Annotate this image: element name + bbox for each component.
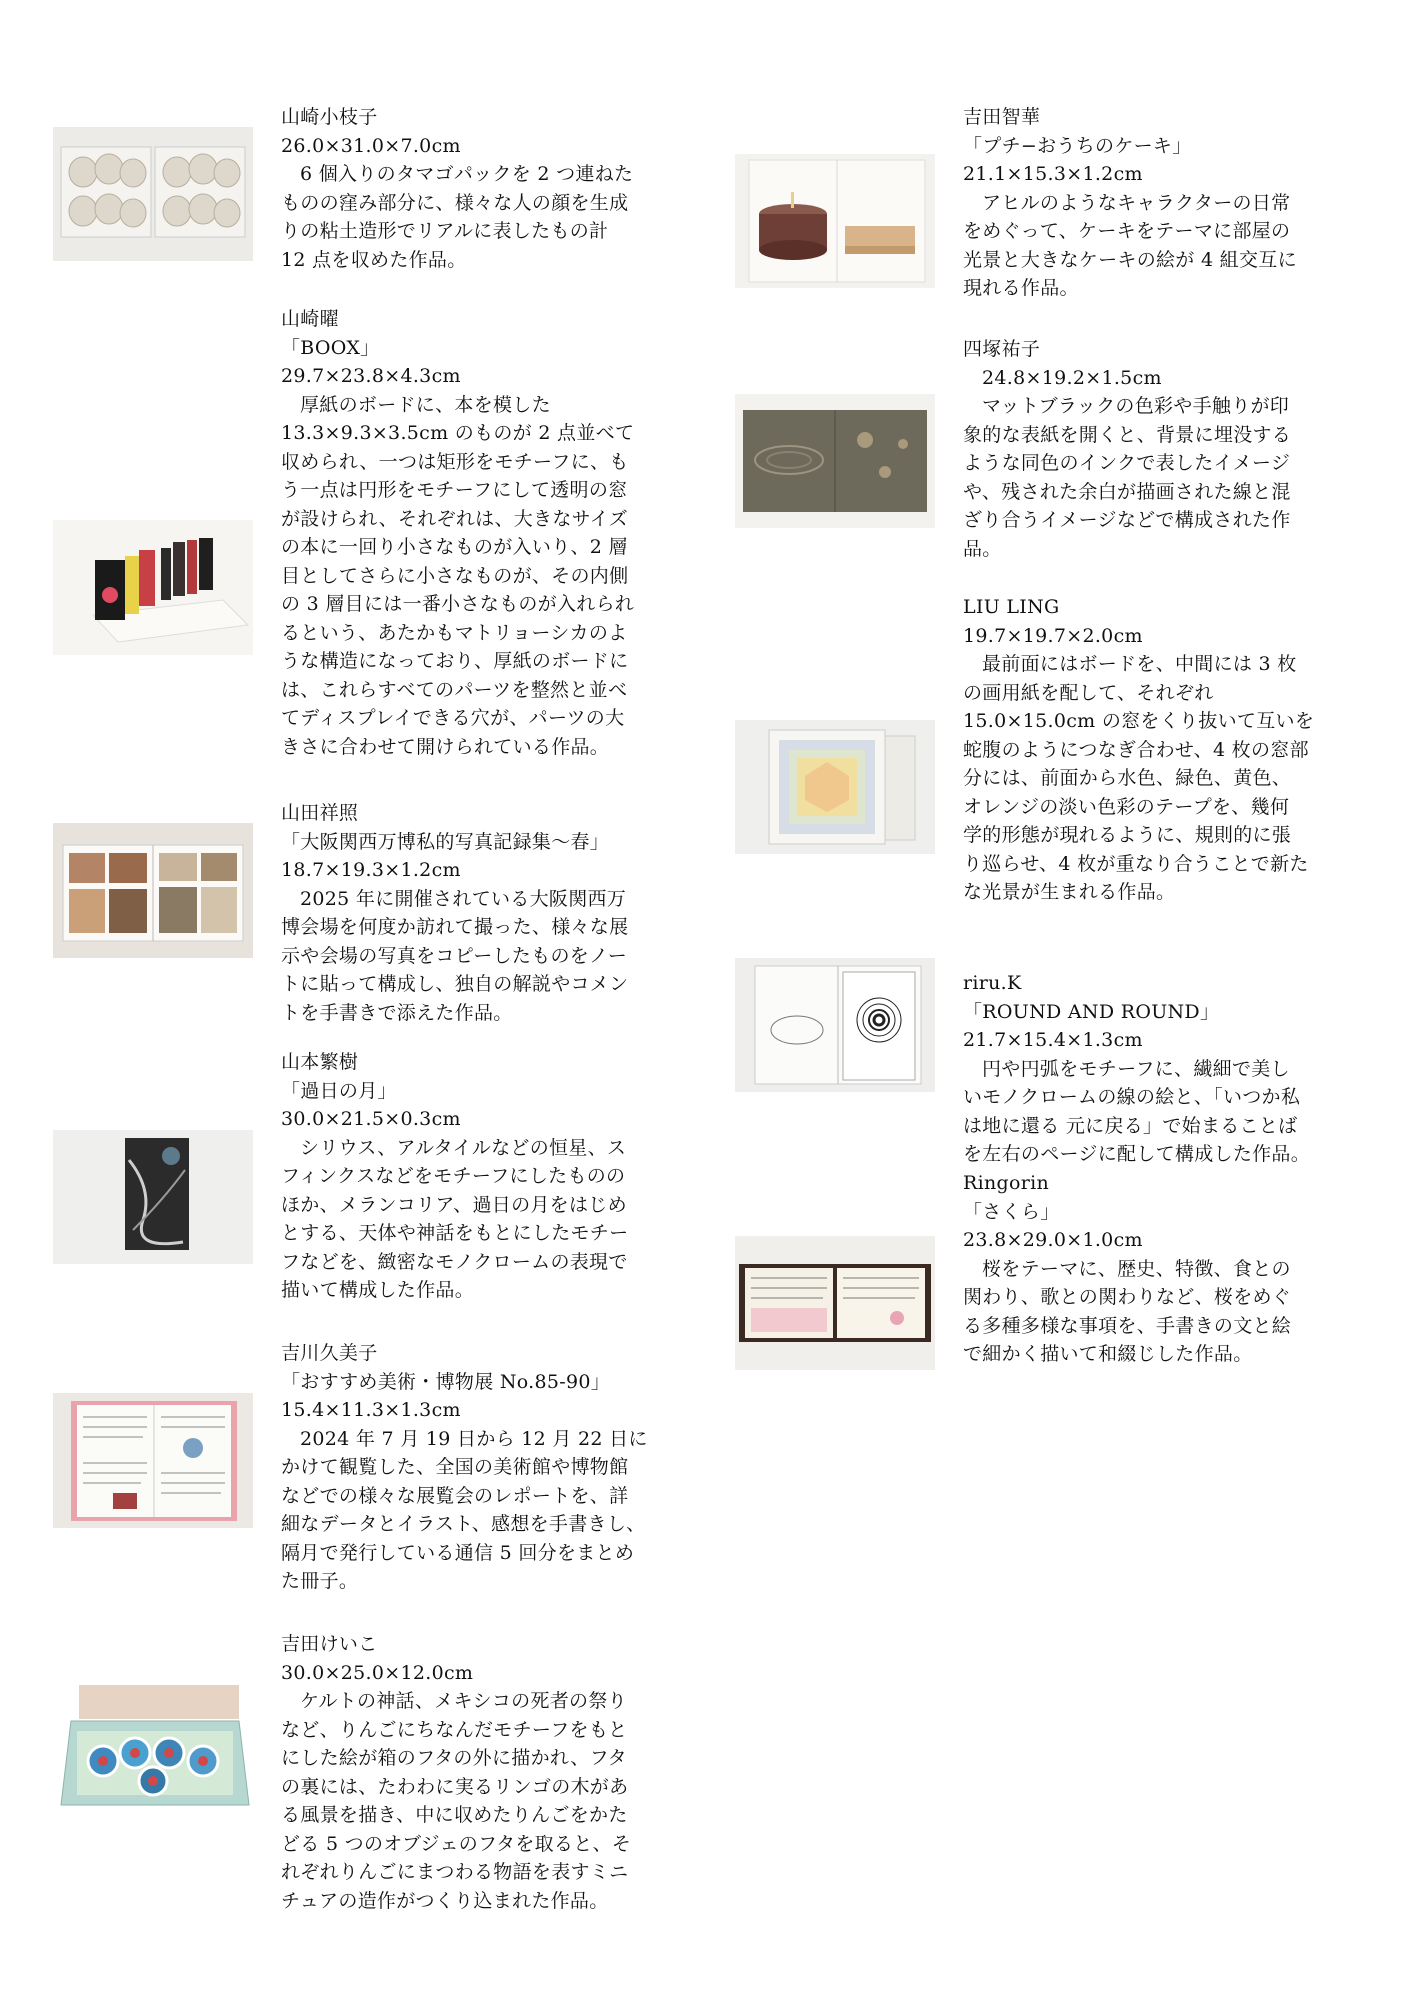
desc-line: 示や会場の写真をコピーしたものをノー xyxy=(281,944,628,967)
desc-line: トに貼って構成し、独自の解説やコメン xyxy=(281,973,629,995)
cake-book-icon xyxy=(735,154,935,288)
desc-line: ような同色のインクで表したイメージ xyxy=(963,452,1291,474)
desc-line: きさに合わせて開けられている作品。 xyxy=(281,735,610,758)
artist-name: LIU LING xyxy=(963,596,1060,618)
desc-line: 光景と大きなケーキの絵が 4 組交互に xyxy=(963,248,1297,271)
desc-line: 厚紙のボードに、本を模した xyxy=(300,393,551,416)
artwork-title: 「大阪関西万博私的写真記録集～春」 xyxy=(281,830,610,853)
desc-line: は、これらすべてのパーツを整然と並べ xyxy=(281,678,628,701)
desc-line: 描いて構成した作品。 xyxy=(281,1279,475,1301)
monochrome-drawing-icon xyxy=(53,1130,253,1264)
desc-line: 象的な表紙を開くと、背景に埋没する xyxy=(963,423,1292,446)
tunnel-book-icon xyxy=(735,720,935,854)
desc-line: フィンクスなどをモチーフにしたものの xyxy=(281,1165,626,1187)
desc-line: の画用紙を配して、それぞれ xyxy=(963,681,1214,704)
desc-line: 最前面にはボードを、中間には 3 枚 xyxy=(982,653,1297,675)
desc-line: マットブラックの色彩や手触りが印 xyxy=(982,395,1290,417)
artist-name: 吉田けいこ xyxy=(281,1633,378,1655)
desc-line: 細なデータとイラスト、感想を手書きし、 xyxy=(281,1513,646,1535)
desc-line: 桜をテーマに、歴史、特徴、食との xyxy=(982,1257,1291,1280)
artist-name: Ringorin xyxy=(963,1172,1050,1194)
desc-line: うな構造になっており、厚紙のボードに xyxy=(281,650,629,672)
artist-name: 四塚祐子 xyxy=(963,338,1041,360)
desc-line: 収められ、一つは矩形をモチーフに、も xyxy=(281,450,629,473)
desc-line: 目としてさらに小さなものが、その内側 xyxy=(281,564,629,587)
desc-line: 現れる作品。 xyxy=(963,277,1079,299)
desc-line: ケルトの神話、メキシコの死者の祭り xyxy=(300,1690,627,1712)
desc-line: ざり合うイメージなどで構成された作 xyxy=(963,509,1291,531)
photo-notebook-icon xyxy=(53,823,253,958)
desc-line: 分には、前面から水色、緑色、黄色、 xyxy=(963,767,1292,789)
desc-line: どる 5 つのオブジェのフタを取ると、そ xyxy=(281,1832,632,1855)
artwork-size: 30.0×25.0×12.0cm xyxy=(281,1661,474,1684)
artwork-image xyxy=(735,958,935,1092)
desc-line: 円や円弧をモチーフに、繊細で美し xyxy=(982,1057,1290,1080)
desc-line: オレンジの淡い色彩のテープを、幾何 xyxy=(963,795,1290,818)
artwork-title: 「ROUND AND ROUND」 xyxy=(963,1000,1220,1023)
artwork-size: 15.4×11.3×1.3cm xyxy=(281,1399,461,1421)
desc-line: などでの様々な展覧会のレポートを、詳 xyxy=(281,1484,629,1507)
artwork-image xyxy=(53,520,253,655)
desc-line: 2025 年に開催されている大阪関西万 xyxy=(300,887,627,910)
desc-line: るという、あたかもマトリョーシカのよ xyxy=(281,621,628,644)
artwork-size: 30.0×21.5×0.3cm xyxy=(281,1108,461,1130)
desc-line: た冊子。 xyxy=(281,1570,359,1592)
desc-line: 蛇腹のようにつなぎ合わせ、4 枚の窓部 xyxy=(963,738,1309,761)
handwritten-booklet-icon xyxy=(53,1393,253,1528)
artwork-image xyxy=(735,720,935,854)
round-book-icon xyxy=(735,958,935,1092)
desc-line: 15.0×15.0cm の窓をくり抜いて互いを xyxy=(963,710,1315,732)
desc-line: アヒルのようなキャラクターの日常 xyxy=(982,191,1291,214)
artwork-image xyxy=(53,1393,253,1528)
desc-line: 12 点を収めた作品。 xyxy=(281,248,467,271)
desc-line: とする、天体や神話をもとにしたモチー xyxy=(281,1222,629,1244)
artwork-image xyxy=(53,1130,253,1264)
egg-carton-icon xyxy=(53,127,253,261)
artwork-image xyxy=(735,1236,935,1370)
desc-line: や、残された余白が描画された線と混 xyxy=(963,480,1291,503)
artwork-image xyxy=(53,823,253,958)
artwork-size: 18.7×19.3×1.2cm xyxy=(281,859,461,881)
desc-line: 隔月で発行している通信 5 回分をまとめ xyxy=(281,1541,635,1564)
artwork-image xyxy=(735,394,935,528)
artist-name: 吉川久美子 xyxy=(281,1342,378,1364)
desc-line: を左右のページに配して構成した作品。 xyxy=(963,1143,1311,1165)
artwork-title: 「BOOX」 xyxy=(281,336,380,359)
apple-box-icon xyxy=(53,1681,253,1815)
desc-line: り巡らせ、4 枚が重なり合うことで新た xyxy=(963,852,1309,875)
desc-line: かけて観覧した、全国の美術館や博物館 xyxy=(281,1456,629,1478)
desc-line: る多種多様な事項を、手書きの文と絵 xyxy=(963,1314,1292,1337)
artwork-image xyxy=(53,127,253,261)
desc-line: が設けられ、それぞれは、大きなサイズ xyxy=(281,507,629,530)
desc-line: シリウス、アルタイルなどの恒星、ス xyxy=(300,1136,627,1159)
desc-line: の 3 層目には一番小さなものが入れられ xyxy=(281,593,635,615)
desc-line: にした絵が箱のフタの外に描かれ、フタ xyxy=(281,1747,627,1769)
desc-line: の裏には、たわわに実るリンゴの木があ xyxy=(281,1775,629,1798)
artist-name: 山田祥照 xyxy=(281,802,359,824)
artist-name: riru.K xyxy=(963,972,1022,994)
artwork-size: 26.0×31.0×7.0cm xyxy=(281,134,461,157)
artwork-title: 「おすすめ美術・博物展 No.85-90」 xyxy=(281,1370,611,1393)
artwork-image xyxy=(53,1681,253,1815)
artist-name: 山崎曜 xyxy=(281,308,339,330)
desc-line: いモノクロームの線の絵と、「いつか私 xyxy=(963,1086,1301,1108)
artwork-size: 24.8×19.2×1.5cm xyxy=(982,366,1162,389)
artist-name: 山崎小枝子 xyxy=(281,106,378,128)
desc-line: など、りんごにちなんだモチーフをもと xyxy=(281,1718,628,1741)
desc-line: で細かく描いて和綴じした作品。 xyxy=(963,1343,1253,1365)
artwork-size: 21.1×15.3×1.2cm xyxy=(963,163,1143,185)
artwork-title: 「プチ−おうちのケーキ」 xyxy=(963,134,1192,157)
dark-book-icon xyxy=(735,394,935,528)
desc-line: りの粘土造形でリアルに表したもの計 xyxy=(281,220,609,242)
desc-line: 6 個入りのタマゴパックを 2 つ連ねた xyxy=(300,163,634,185)
desc-line: う一点は円形をモチーフにして透明の窓 xyxy=(281,479,628,501)
desc-line: 13.3×9.3×3.5cm のものが 2 点並べて xyxy=(281,422,635,444)
desc-line: トを手書きで添えた作品。 xyxy=(281,1001,513,1024)
desc-line: をめぐって、ケーキをテーマに部屋の xyxy=(963,220,1291,242)
desc-line: フなどを、緻密なモノクロームの表現で xyxy=(281,1250,628,1273)
artwork-image xyxy=(735,154,935,288)
artwork-size: 19.7×19.7×2.0cm xyxy=(963,624,1143,647)
artwork-size: 23.8×29.0×1.0cm xyxy=(963,1229,1143,1251)
desc-line: れぞれりんごにまつわる物語を表すミニ xyxy=(281,1861,629,1883)
desc-line: 品。 xyxy=(963,537,1002,560)
sakura-book-icon xyxy=(735,1236,935,1370)
artist-name: 吉田智華 xyxy=(963,106,1041,128)
desc-line: な光景が生まれる作品。 xyxy=(963,881,1176,903)
desc-line: ものの窪み部分に、様々な人の顔を生成 xyxy=(281,191,629,214)
desc-line: 関わり、歌との関わりなど、桜をめぐ xyxy=(963,1286,1292,1308)
desc-line: ほか、メランコリア、過日の月をはじめ xyxy=(281,1193,627,1216)
desc-line: る風景を描き、中に収めたりんごをかた xyxy=(281,1804,628,1826)
desc-line: てディスプレイできる穴が、パーツの大 xyxy=(281,707,625,729)
artwork-title: 「過日の月」 xyxy=(281,1079,397,1102)
desc-line: チュアの造作がつくり込まれた作品。 xyxy=(281,1889,609,1912)
desc-line: は地に還る 元に戻る」で始まることば xyxy=(963,1114,1298,1137)
desc-line: 博会場を何度か訪れて撮った、様々な展 xyxy=(281,916,629,938)
desc-line: 学的形態が現れるように、規則的に張 xyxy=(963,824,1292,846)
desc-line: 2024 年 7 月 19 日から 12 月 22 日に xyxy=(300,1427,648,1450)
desc-line: の本に一回り小さなものが入いり、2 層 xyxy=(281,536,628,558)
artwork-title: 「さくら」 xyxy=(963,1200,1060,1223)
artwork-size: 21.7×15.4×1.3cm xyxy=(963,1029,1143,1051)
artist-name: 山本繁樹 xyxy=(281,1051,359,1073)
book-boxes-icon xyxy=(53,520,253,655)
artwork-size: 29.7×23.8×4.3cm xyxy=(281,365,461,387)
